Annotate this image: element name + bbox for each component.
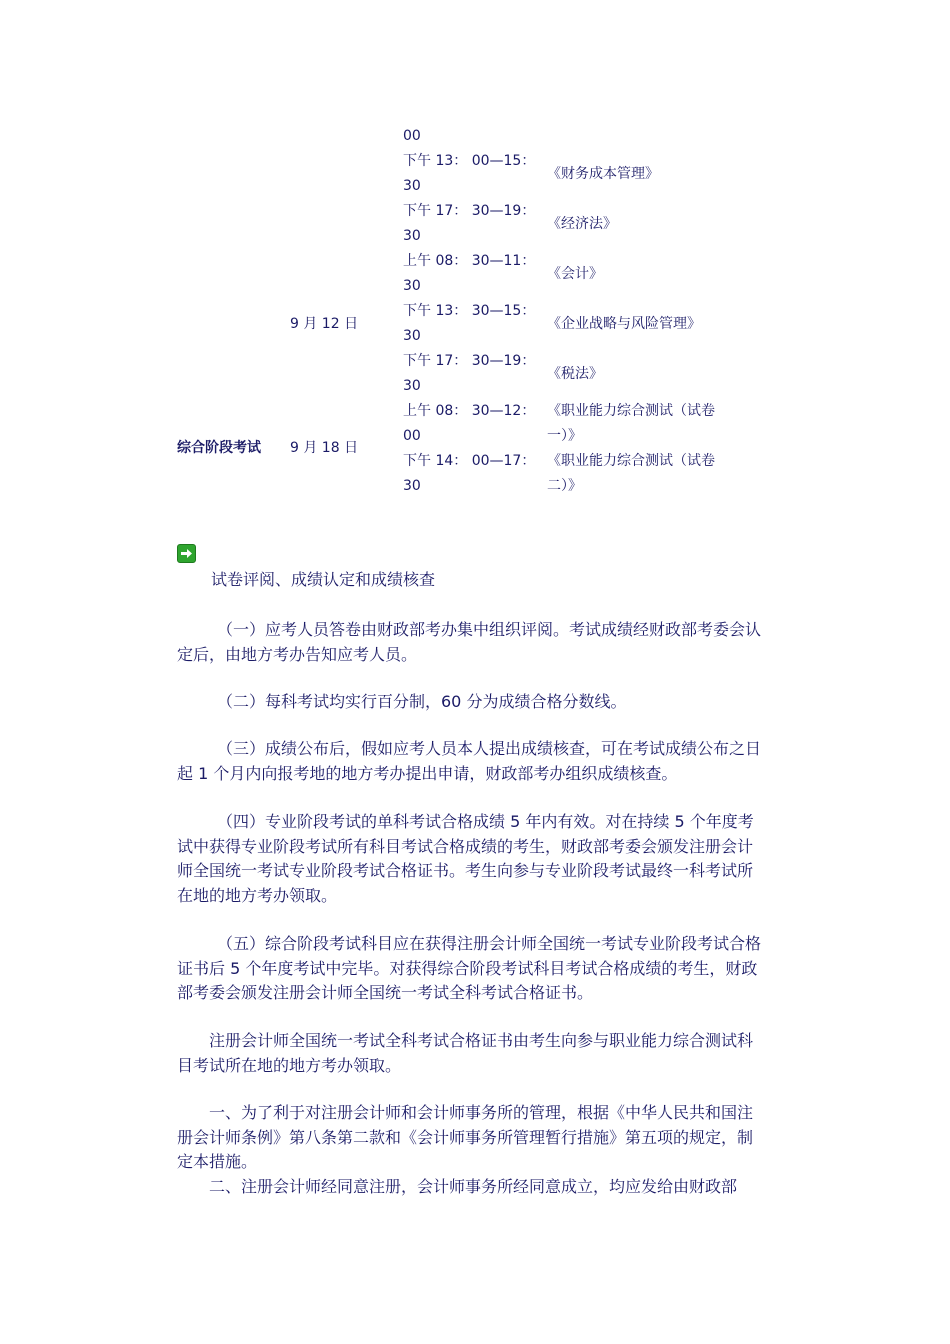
time-line: 上午 08： 30—11： xyxy=(403,253,536,269)
paragraph-text: （五）综合阶段考试科目应在获得注册会计师全国统一考试专业阶段考试合格证书后 5 个年度考试中完毕。对获得综合阶段考试科目考试合格成绩的考生，财政部考委会颁发注册会计师全国统一考试全科考试合格证书。 xyxy=(177,934,762,1003)
arrow-right-icon xyxy=(177,544,196,563)
paragraph xyxy=(177,690,767,715)
exam-schedule-table xyxy=(0,0,950,520)
paragraph-text: 二、注册会计师经同意注册，会计师事务所经同意成立，均应发给由财政部 xyxy=(209,1177,738,1196)
time-line: 下午 17： 30—19： xyxy=(403,203,536,219)
stage-cell: 综合阶段考试 xyxy=(177,440,261,456)
paragraph xyxy=(177,810,767,908)
time-line: 00 xyxy=(403,428,421,444)
paragraph xyxy=(177,737,767,786)
date-cell: 9 月 12 日 xyxy=(290,316,359,332)
time-line: 下午 13： 00—15： xyxy=(403,153,536,169)
paragraph xyxy=(177,1175,767,1200)
section-title xyxy=(211,568,771,593)
time-line: 30 xyxy=(403,378,421,394)
subject-cell: 《财务成本管理》 xyxy=(547,166,659,182)
paragraph-text: 注册会计师全国统一考试全科考试合格证书由考生向参与职业能力综合测试科目考试所在地的地方考办领取。 xyxy=(177,1031,754,1075)
paragraph-text: （二）每科考试均实行百分制，60 分为成绩合格分数线。 xyxy=(217,692,627,711)
paragraph-text: （一）应考人员答卷由财政部考办集中组织评阅。考试成绩经财政部考委会认定后，由地方考办告知应考人员。 xyxy=(177,620,762,664)
subject-line: 《职业能力综合测试（试卷 xyxy=(547,453,715,469)
time-line: 30 xyxy=(403,178,421,194)
subject-cell: 《企业战略与风险管理》 xyxy=(547,316,701,332)
time-line: 30 xyxy=(403,228,421,244)
time-line: 下午 13： 30—15： xyxy=(403,303,536,319)
paragraph-text: （四）专业阶段考试的单科考试合格成绩 5 年内有效。对在持续 5 个年度考试中获得专业阶段考试所有科目考试合格成绩的考生，财政部考委会颁发注册会计师全国统一考试专业阶段考试合格证书。考生向参与专业阶段考试最终一科考试所在地的地方考办领取。 xyxy=(177,812,754,905)
time-line: 00 xyxy=(403,128,421,144)
time-line: 30 xyxy=(403,478,421,494)
subject-cell: 《税法》 xyxy=(547,366,603,382)
time-line: 下午 17： 30—19： xyxy=(403,353,536,369)
paragraph xyxy=(177,932,767,1006)
paragraph xyxy=(177,1029,767,1078)
time-line: 上午 08： 30—12： xyxy=(403,403,536,419)
time-line: 下午 14： 00—17： xyxy=(403,453,536,469)
paragraph-text: （三）成绩公布后，假如应考人员本人提出成绩核查，可在考试成绩公布之日起 1 个月内向报考地的地方考办提出申请，财政部考办组织成绩核查。 xyxy=(177,739,762,783)
date-cell: 9 月 18 日 xyxy=(290,440,359,456)
subject-line: 二）》 xyxy=(547,478,582,494)
subject-line: 《职业能力综合测试（试卷 xyxy=(547,403,715,419)
paragraph xyxy=(177,618,767,667)
subject-cell: 《会计》 xyxy=(547,266,603,282)
subject-line: 一）》 xyxy=(547,428,582,444)
time-line: 30 xyxy=(403,278,421,294)
subject-cell: 《经济法》 xyxy=(547,216,617,232)
paragraph xyxy=(177,1101,767,1175)
paragraph-text: 一、为了利于对注册会计师和会计师事务所的管理，根据《中华人民共和国注册会计师条例》第八条第二款和《会计师事务所管理暂行措施》第五项的规定，制定本措施。 xyxy=(177,1103,754,1172)
section-title-text: 试卷评阅、成绩认定和成绩核查 xyxy=(211,570,436,589)
time-line: 30 xyxy=(403,328,421,344)
